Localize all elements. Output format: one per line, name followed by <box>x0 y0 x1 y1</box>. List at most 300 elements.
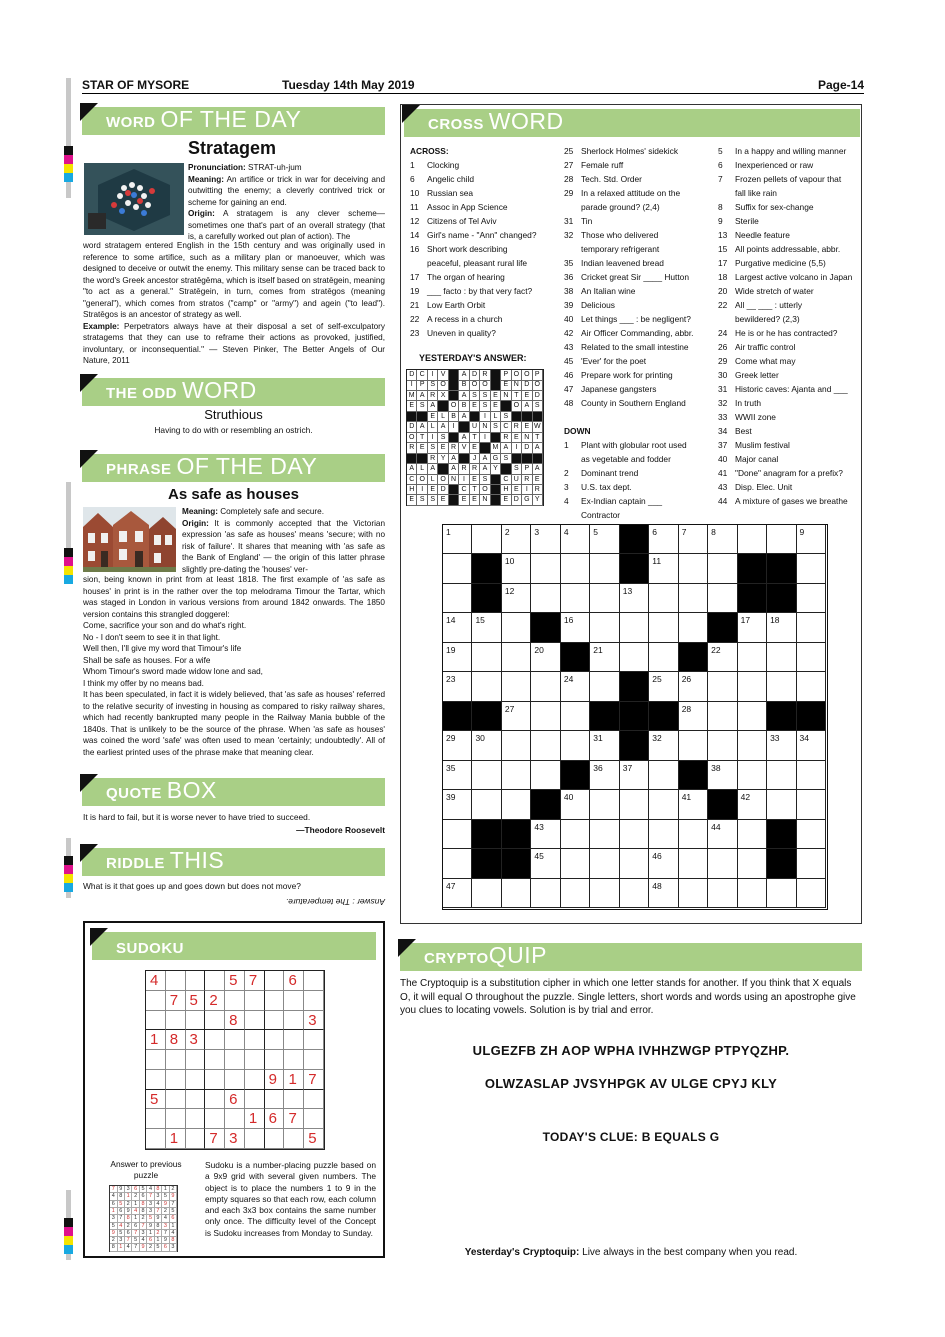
sudoku-cell[interactable]: 1 <box>166 1129 186 1149</box>
crossword-cell[interactable] <box>561 820 590 849</box>
cryptoquip-intro: The Cryptoquip is a substitution cipher in which one letter stands for another. If you think that X equals O, it will equal O throughout the puzzle. Single letters, short words and words using an apostrophe give you clues to locating vowels. Solution is by trial and error. <box>400 978 856 1016</box>
crossword-cell[interactable]: 12 <box>502 584 531 613</box>
crossword-cell[interactable]: 36 <box>590 761 619 790</box>
sudoku-cell[interactable] <box>265 1090 285 1110</box>
crossword-cell[interactable] <box>738 849 767 878</box>
crossword-cell[interactable]: 43 <box>531 820 560 849</box>
clue-row <box>718 354 863 368</box>
answer-letter: B <box>449 412 459 423</box>
crossword-cell[interactable] <box>590 879 619 908</box>
crossword-cell[interactable] <box>708 702 737 731</box>
answer-letter: T <box>470 433 480 444</box>
crossword-cell[interactable]: 46 <box>649 849 678 878</box>
crossword-cell[interactable] <box>708 849 737 878</box>
crossword-cell[interactable]: 42 <box>738 790 767 819</box>
sudoku-cell[interactable] <box>225 1109 245 1129</box>
crossword-cell[interactable]: 14 <box>443 613 472 642</box>
crossword-cell[interactable] <box>531 672 560 701</box>
crossword-cell[interactable]: 48 <box>649 879 678 908</box>
word-of-the-day-text-cont: word stratagem entered English in the 15th century and was originally used in reference to some artifice, such as a military plan or manoeuver, which was designed to deceive or outwit the enemy. This military sense can be traced back to the word's Greek ancestor stratēgēma, which is itself based on stratēgein, meaning "to act as a general." Stratēgein, in turn, comes from stratēgos (meaning "general"), which comes from stratos ("camp" or "army") and agein ("to lead"). Stratēgos is an ancestor of strategy as well. Example: Perpetrators always have at their disposal a set of self-exculpatory stratagems that they can use to reframe their actions as provoked, justified, involuntary, or inconsequential." — Steven Pinker, The Better Angels of Our Nature, 2011 <box>83 241 385 365</box>
answer-letter: J <box>470 454 480 465</box>
crossword-cell[interactable] <box>708 731 737 760</box>
black-square <box>472 584 501 613</box>
crossword-cell[interactable] <box>649 643 678 672</box>
crossword-cell[interactable]: 13 <box>620 584 649 613</box>
sudoku-cell[interactable] <box>225 1050 245 1070</box>
crossword-cell[interactable] <box>502 761 531 790</box>
crossword-cell[interactable] <box>590 790 619 819</box>
clue-text: parade ground? (2,4) <box>581 202 660 212</box>
sudoku-cell[interactable] <box>265 1050 285 1070</box>
sudoku-cell[interactable] <box>205 971 225 991</box>
crossword-cell[interactable]: 33 <box>767 731 796 760</box>
crossword-cell[interactable] <box>443 554 472 583</box>
crossword-cell[interactable]: 20 <box>531 643 560 672</box>
crossword-cell[interactable]: 38 <box>708 761 737 790</box>
clue-row <box>410 270 560 284</box>
crossword-cell[interactable] <box>797 879 826 908</box>
crossword-cell[interactable] <box>502 879 531 908</box>
sudoku-answer-cell: 3 <box>147 1201 155 1208</box>
riddle-answer: Answer : The temperature. <box>285 897 385 907</box>
crossword-cell[interactable] <box>738 643 767 672</box>
crossword-cell[interactable] <box>679 849 708 878</box>
crossword-grid[interactable] <box>442 524 828 910</box>
crossword-cell[interactable] <box>708 584 737 613</box>
crossword-cell[interactable] <box>708 879 737 908</box>
crossword-cell[interactable] <box>708 672 737 701</box>
crossword-cell[interactable] <box>767 643 796 672</box>
answer-letter: C <box>407 475 417 486</box>
crossword-cell[interactable] <box>531 554 560 583</box>
sudoku-cell[interactable]: 7 <box>304 1070 324 1090</box>
sudoku-cell[interactable] <box>265 1030 285 1050</box>
sudoku-cell[interactable] <box>225 1070 245 1090</box>
sudoku-cell[interactable] <box>166 1090 186 1110</box>
sudoku-cell[interactable] <box>166 1050 186 1070</box>
sudoku-cell[interactable]: 7 <box>245 971 265 991</box>
crossword-cell[interactable]: 21 <box>590 643 619 672</box>
sudoku-answer-cell: 5 <box>117 1201 125 1208</box>
sudoku-cell[interactable] <box>186 1109 206 1129</box>
crossword-cell[interactable]: 32 <box>649 731 678 760</box>
sudoku-cell[interactable] <box>245 1070 265 1090</box>
crossword-cell[interactable] <box>767 790 796 819</box>
crossword-cell[interactable]: 28 <box>679 702 708 731</box>
sudoku-answer-cell: 5 <box>155 1244 163 1251</box>
crossword-cell[interactable]: 37 <box>620 761 649 790</box>
crossword-cell[interactable]: 9 <box>797 525 826 554</box>
sudoku-cell[interactable] <box>225 991 245 1011</box>
crossword-cell[interactable] <box>738 879 767 908</box>
crossword-cell[interactable] <box>502 613 531 642</box>
odd-word: Struthious <box>204 407 263 422</box>
sudoku-answer-cell: 3 <box>110 1215 118 1222</box>
crossword-cell[interactable] <box>797 643 826 672</box>
black-square <box>561 761 590 790</box>
clue-number: 20 <box>718 286 728 296</box>
sudoku-cell[interactable]: 4 <box>146 971 166 991</box>
crossword-cell[interactable] <box>797 820 826 849</box>
crossword-cell[interactable] <box>531 731 560 760</box>
crossword-cell[interactable]: 40 <box>561 790 590 819</box>
sudoku-cell[interactable] <box>304 1050 324 1070</box>
sudoku-answer-cell: 1 <box>132 1215 140 1222</box>
sudoku-cell[interactable] <box>205 1109 225 1129</box>
black-square <box>443 702 472 731</box>
sudoku-cell[interactable] <box>284 1050 304 1070</box>
crossword-cell[interactable] <box>531 702 560 731</box>
sudoku-cell[interactable] <box>245 1030 265 1050</box>
crossword-cell[interactable] <box>472 672 501 701</box>
crossword-cell[interactable] <box>472 525 501 554</box>
crossword-cell[interactable] <box>472 879 501 908</box>
sudoku-cell[interactable] <box>146 1109 166 1129</box>
crossword-cell[interactable] <box>472 790 501 819</box>
crossword-cell[interactable] <box>797 790 826 819</box>
sudoku-cell[interactable] <box>284 1030 304 1050</box>
crossword-cell[interactable] <box>472 643 501 672</box>
crossword-cell[interactable] <box>797 761 826 790</box>
clue-text: Low Earth Orbit <box>427 300 486 310</box>
sudoku-cell[interactable] <box>205 1070 225 1090</box>
answer-letter: I <box>522 485 532 496</box>
crossword-cell[interactable]: 35 <box>443 761 472 790</box>
sudoku-cell[interactable] <box>166 1070 186 1090</box>
sudoku-answer-cell: 7 <box>155 1208 163 1215</box>
crossword-cell[interactable]: 34 <box>797 731 826 760</box>
crossword-cell[interactable] <box>679 584 708 613</box>
crossword-cell[interactable]: 18 <box>767 613 796 642</box>
sudoku-cell[interactable] <box>146 1050 166 1070</box>
crossword-cell[interactable] <box>531 879 560 908</box>
crossword-cell[interactable]: 8 <box>708 525 737 554</box>
sudoku-cell[interactable]: 5 <box>146 1090 166 1110</box>
crossword-cell[interactable] <box>590 849 619 878</box>
crossword-cell[interactable]: 7 <box>679 525 708 554</box>
crossword-cell[interactable] <box>620 820 649 849</box>
crossword-cell[interactable] <box>649 761 678 790</box>
sudoku-cell[interactable] <box>245 1050 265 1070</box>
quote-box-header: QUOTE BOX <box>82 778 385 806</box>
crossword-cell[interactable] <box>797 849 826 878</box>
sudoku-cell[interactable]: 9 <box>265 1070 285 1090</box>
crossword-cell[interactable]: 5 <box>590 525 619 554</box>
black-square <box>522 412 532 423</box>
sudoku-cell[interactable]: 1 <box>146 1030 166 1050</box>
crossword-cell[interactable]: 16 <box>561 613 590 642</box>
sudoku-cell[interactable] <box>186 1070 206 1090</box>
sudoku-cell[interactable] <box>265 1129 285 1149</box>
sudoku-cell[interactable] <box>205 1011 225 1031</box>
sudoku-cell[interactable] <box>186 971 206 991</box>
clue-row <box>564 340 714 354</box>
clue-text: Ex-Indian captain ___ <box>581 496 663 506</box>
crossword-cell[interactable] <box>620 613 649 642</box>
crossword-cell[interactable]: 25 <box>649 672 678 701</box>
sudoku-answer-cell: 8 <box>140 1208 148 1215</box>
crossword-cell[interactable] <box>649 790 678 819</box>
crossword-cell[interactable] <box>590 613 619 642</box>
crossword-cell[interactable] <box>443 820 472 849</box>
sudoku-cell[interactable] <box>166 1109 186 1129</box>
crossword-cell[interactable] <box>531 761 560 790</box>
crossword-cell[interactable] <box>620 643 649 672</box>
crossword-cell[interactable]: 1 <box>443 525 472 554</box>
crossword-cell[interactable]: 4 <box>561 525 590 554</box>
clue-number: 17 <box>718 258 728 268</box>
clue-row <box>718 242 863 256</box>
sudoku-cell[interactable] <box>186 1050 206 1070</box>
crossword-cell[interactable]: 44 <box>708 820 737 849</box>
crossword-cell[interactable] <box>679 731 708 760</box>
sudoku-cell[interactable] <box>304 1030 324 1050</box>
sudoku-cell[interactable] <box>304 971 324 991</box>
clue-number: 48 <box>564 398 574 408</box>
sudoku-cell[interactable]: 7 <box>284 1109 304 1129</box>
black-square <box>738 554 767 583</box>
crossword-cell[interactable]: 39 <box>443 790 472 819</box>
sudoku-cell[interactable] <box>304 1090 324 1110</box>
crossword-cell[interactable] <box>649 820 678 849</box>
clue-text: An Italian wine <box>581 286 636 296</box>
clue-row <box>410 200 560 214</box>
answer-letter: N <box>522 433 532 444</box>
sudoku-cell[interactable] <box>265 971 285 991</box>
sudoku-cell[interactable] <box>205 1090 225 1110</box>
sudoku-cell[interactable]: 3 <box>304 1011 324 1031</box>
crossword-cell[interactable] <box>797 672 826 701</box>
crossword-cell[interactable] <box>738 702 767 731</box>
crossword-cell[interactable] <box>443 584 472 613</box>
crossword-cell[interactable] <box>502 790 531 819</box>
crossword-cell[interactable] <box>561 584 590 613</box>
crossword-cell[interactable] <box>797 613 826 642</box>
crossword-cell[interactable] <box>679 554 708 583</box>
registration-mark <box>64 1218 73 1254</box>
crossword-cell[interactable] <box>590 584 619 613</box>
crossword-cell[interactable] <box>620 790 649 819</box>
sudoku-answer-cell: 1 <box>117 1244 125 1251</box>
crossword-cell[interactable] <box>531 584 560 613</box>
black-square <box>438 401 448 412</box>
sudoku-cell[interactable]: 6 <box>225 1090 245 1110</box>
crossword-cell[interactable]: 30 <box>472 731 501 760</box>
sudoku-cell[interactable] <box>146 1011 166 1031</box>
sudoku-cell[interactable] <box>146 1129 166 1149</box>
sudoku-cell[interactable]: 1 <box>245 1109 265 1129</box>
sudoku-cell[interactable]: 3 <box>186 1030 206 1050</box>
sudoku-cell[interactable] <box>245 1090 265 1110</box>
answer-letter: I <box>407 380 417 391</box>
crossword-cell[interactable]: 15 <box>472 613 501 642</box>
crossword-cell[interactable] <box>738 672 767 701</box>
crossword-cell[interactable] <box>620 879 649 908</box>
clue-row <box>718 172 863 186</box>
sudoku-cell[interactable]: 8 <box>225 1011 245 1031</box>
crossword-cell[interactable] <box>797 554 826 583</box>
crossword-cell[interactable] <box>472 761 501 790</box>
answer-letter: I <box>480 412 490 423</box>
sudoku-cell[interactable]: 8 <box>166 1030 186 1050</box>
crossword-cell[interactable]: 47 <box>443 879 472 908</box>
black-square <box>472 702 501 731</box>
crossword-cell[interactable] <box>561 731 590 760</box>
black-square <box>449 380 459 391</box>
clue-number: 21 <box>410 300 420 310</box>
crossword-cell[interactable]: 31 <box>590 731 619 760</box>
crossword-cell[interactable] <box>679 879 708 908</box>
clue-text: Disp. Elec. Unit <box>735 482 793 492</box>
sudoku-answer-cell: 1 <box>132 1201 140 1208</box>
clue-row <box>564 284 714 298</box>
crossword-cell[interactable] <box>767 879 796 908</box>
crossword-cell[interactable]: 2 <box>502 525 531 554</box>
sudoku-cell[interactable] <box>265 991 285 1011</box>
clue-number: 35 <box>564 258 574 268</box>
clue-number: 38 <box>564 286 574 296</box>
clue-text: All points addressable, abbr. <box>735 244 841 254</box>
sudoku-cell[interactable] <box>166 971 186 991</box>
crossword-cell[interactable]: 29 <box>443 731 472 760</box>
answer-letter: I <box>417 485 427 496</box>
answer-letter: N <box>501 391 511 402</box>
crossword-cell[interactable] <box>443 849 472 878</box>
clue-number: 27 <box>564 160 574 170</box>
crossword-cell[interactable] <box>738 820 767 849</box>
sudoku-cell[interactable] <box>186 1011 206 1031</box>
sudoku-cell[interactable] <box>304 991 324 1011</box>
crossword-cell[interactable] <box>767 672 796 701</box>
sudoku-cell[interactable] <box>265 1011 285 1031</box>
answer-letter: A <box>533 443 543 454</box>
crossword-cell[interactable]: 27 <box>502 702 531 731</box>
clue-row <box>410 158 560 172</box>
crossword-cell[interactable]: 45 <box>531 849 560 878</box>
answer-letter: S <box>428 443 438 454</box>
answer-letter: S <box>417 495 427 506</box>
crossword-cell[interactable] <box>620 849 649 878</box>
black-square <box>649 702 678 731</box>
sudoku-cell[interactable] <box>186 1090 206 1110</box>
sudoku-cell[interactable] <box>284 1090 304 1110</box>
sudoku-cell[interactable] <box>166 1011 186 1031</box>
answer-letter: A <box>449 464 459 475</box>
sudoku-cell[interactable]: 5 <box>186 991 206 1011</box>
houses-image <box>83 507 176 572</box>
answer-letter: A <box>459 412 469 423</box>
sudoku-cell[interactable] <box>245 1129 265 1149</box>
black-square <box>738 584 767 613</box>
crossword-cell[interactable]: 19 <box>443 643 472 672</box>
sudoku-cell[interactable] <box>284 1011 304 1031</box>
sudoku-cell[interactable]: 6 <box>284 971 304 991</box>
sudoku-answer-cell: 8 <box>125 1215 133 1222</box>
sudoku-cell[interactable]: 3 <box>225 1129 245 1149</box>
crossword-cell[interactable]: 24 <box>561 672 590 701</box>
crossword-cell[interactable] <box>797 584 826 613</box>
crossword-cell[interactable]: 10 <box>502 554 531 583</box>
clue-text: Angelic child <box>427 174 475 184</box>
sudoku-grid[interactable] <box>145 970 325 1150</box>
black-square <box>459 454 469 465</box>
crossword-cell[interactable] <box>767 761 796 790</box>
crossword-cell[interactable] <box>590 820 619 849</box>
sudoku-cell[interactable] <box>304 1109 324 1129</box>
crossword-cell[interactable] <box>679 820 708 849</box>
sudoku-cell[interactable] <box>284 1129 304 1149</box>
board-game-image <box>84 163 184 235</box>
crossword-cell[interactable] <box>502 731 531 760</box>
crossword-cell[interactable] <box>561 554 590 583</box>
sudoku-cell[interactable]: 7 <box>166 991 186 1011</box>
sudoku-cell[interactable] <box>245 991 265 1011</box>
clue-row <box>718 494 863 508</box>
crossword-cell[interactable] <box>738 761 767 790</box>
sudoku-answer-cell: 5 <box>117 1230 125 1237</box>
sudoku-cell[interactable]: 1 <box>284 1070 304 1090</box>
sudoku-cell[interactable]: 6 <box>265 1109 285 1129</box>
crossword-cell[interactable] <box>738 525 767 554</box>
crossword-cell[interactable]: 3 <box>531 525 560 554</box>
crossword-cell[interactable]: 6 <box>649 525 678 554</box>
corner-triangle-icon <box>402 105 420 123</box>
sudoku-cell[interactable]: 2 <box>205 991 225 1011</box>
sudoku-cell[interactable] <box>225 1030 245 1050</box>
crossword-cell[interactable] <box>738 731 767 760</box>
sudoku-cell[interactable] <box>146 991 166 1011</box>
sudoku-cell[interactable] <box>245 1011 265 1031</box>
crossword-cell[interactable] <box>502 672 531 701</box>
sudoku-answer-cell: 5 <box>147 1215 155 1222</box>
sudoku-cell[interactable] <box>205 1050 225 1070</box>
answer-letter: E <box>438 443 448 454</box>
crossword-cell[interactable]: 11 <box>649 554 678 583</box>
clue-text: Frozen pellets of vapour that <box>735 174 842 184</box>
crossword-cell[interactable]: 17 <box>738 613 767 642</box>
sudoku-cell[interactable] <box>186 1129 206 1149</box>
crossword-cell[interactable]: 26 <box>679 672 708 701</box>
crossword-cell[interactable] <box>561 849 590 878</box>
clue-row <box>564 298 714 312</box>
crossword-cell[interactable] <box>590 554 619 583</box>
sudoku-cell[interactable] <box>146 1070 166 1090</box>
crossword-cell[interactable] <box>649 584 678 613</box>
crossword-cell[interactable] <box>561 879 590 908</box>
answer-letter: A <box>522 401 532 412</box>
crossword-cell[interactable] <box>561 702 590 731</box>
sudoku-cell[interactable] <box>205 1030 225 1050</box>
clue-number: 26 <box>718 342 728 352</box>
answer-letter: U <box>512 475 522 486</box>
sudoku-cell[interactable]: 7 <box>205 1129 225 1149</box>
crossword-cell[interactable]: 22 <box>708 643 737 672</box>
crossword-cell[interactable] <box>649 613 678 642</box>
crossword-cell[interactable] <box>767 525 796 554</box>
crossword-cell[interactable] <box>708 554 737 583</box>
sudoku-cell[interactable] <box>284 991 304 1011</box>
sudoku-cell[interactable]: 5 <box>225 971 245 991</box>
sudoku-cell[interactable]: 5 <box>304 1129 324 1149</box>
crossword-cell[interactable] <box>590 672 619 701</box>
crossword-cell[interactable] <box>502 643 531 672</box>
crossword-cell[interactable]: 23 <box>443 672 472 701</box>
crossword-cell[interactable] <box>679 613 708 642</box>
clue-row <box>718 424 863 438</box>
black-square <box>449 391 459 402</box>
clue-row <box>718 270 863 284</box>
crossword-cell[interactable]: 41 <box>679 790 708 819</box>
